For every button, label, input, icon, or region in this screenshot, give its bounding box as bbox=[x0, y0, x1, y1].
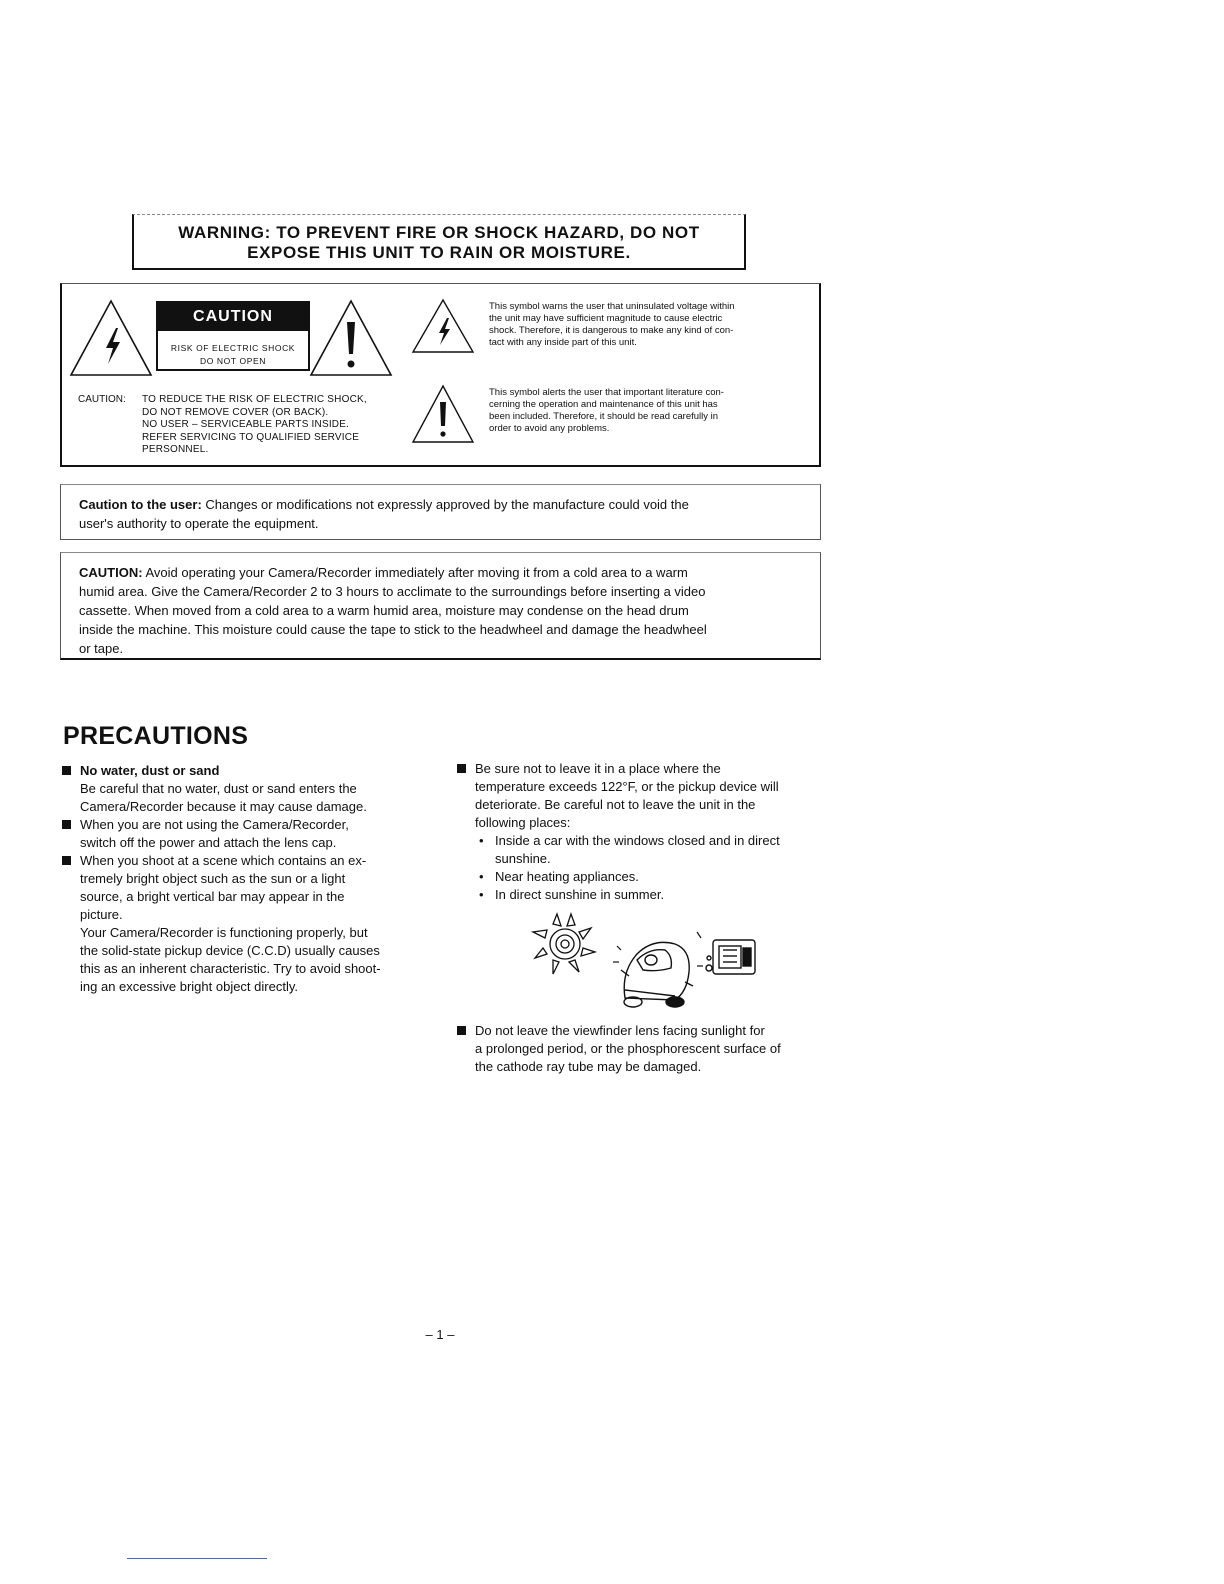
text-line: tact with any inside part of this unit. bbox=[489, 337, 637, 348]
list-item bbox=[62, 762, 422, 816]
text-line: NO USER – SERVICEABLE PARTS INSIDE. bbox=[142, 419, 350, 430]
text-line: Changes or modifications not expressly approved by the manufacture could void the bbox=[205, 497, 689, 512]
text-line: Your Camera/Recorder is functioning properly, but bbox=[80, 925, 368, 940]
text-line: This symbol alerts the user that important literature con- bbox=[489, 387, 724, 398]
text-line: When you shoot at a scene which contains an ex- bbox=[80, 853, 367, 868]
square-bullet-icon bbox=[62, 820, 71, 829]
text-line: PERSONNEL. bbox=[142, 444, 209, 455]
text-line: the solid-state pickup device (C.C.D) usually causes bbox=[80, 943, 380, 958]
text-line: tremely bright object such as the sun or a light bbox=[80, 871, 346, 886]
user-caution-label: Caution to the user: bbox=[79, 497, 202, 512]
cold-caution-label: CAUTION: bbox=[79, 565, 143, 580]
caution-note-text bbox=[142, 394, 402, 457]
symbol-box bbox=[60, 283, 821, 467]
square-bullet-icon bbox=[62, 766, 71, 775]
precautions-left-column bbox=[62, 762, 422, 996]
text-line: switch off the power and attach the lens cap. bbox=[80, 835, 337, 850]
bullet-item: • In direct sunshine in summer. bbox=[475, 886, 819, 904]
precautions-right-column bbox=[457, 760, 819, 904]
square-bullet-icon bbox=[457, 1026, 466, 1035]
page-number: – 1 – bbox=[425, 1327, 455, 1342]
text-line: This symbol warns the user that uninsulated voltage within bbox=[489, 301, 735, 312]
text-line: TO REDUCE THE RISK OF ELECTRIC SHOCK, bbox=[142, 394, 367, 405]
caution-label-title: CAUTION bbox=[158, 303, 308, 331]
text-line: humid area. Give the Camera/Recorder 2 to 3 hours to acclimate to the surroundings before inserting a video bbox=[79, 584, 706, 599]
warning-box bbox=[132, 214, 746, 270]
list-item bbox=[457, 760, 819, 904]
list-item bbox=[62, 852, 422, 996]
text-line: been included. Therefore, it should be read carefully in bbox=[489, 411, 719, 422]
text-line: or tape. bbox=[79, 641, 124, 656]
caution-note-label: CAUTION: bbox=[78, 394, 126, 405]
user-caution-text bbox=[79, 495, 804, 533]
text-line: user's authority to operate the equipment. bbox=[79, 516, 319, 531]
car-icon bbox=[621, 942, 693, 1007]
user-caution-box bbox=[60, 484, 821, 540]
exclamation-warning-icon bbox=[308, 298, 394, 378]
text-line: picture. bbox=[80, 907, 123, 922]
square-bullet-icon bbox=[457, 764, 466, 773]
divider bbox=[127, 1558, 267, 1559]
sun-car-heater-illustration bbox=[525, 912, 765, 1017]
voltage-symbol-description bbox=[489, 301, 804, 349]
text-line: inside the machine. This moisture could cause the tape to stick to the headwheel and damage the headwheel bbox=[79, 622, 707, 637]
caution-label-sub2: DO NOT OPEN bbox=[200, 356, 266, 366]
literature-symbol-description bbox=[489, 387, 804, 435]
text-line: temperature exceeds 122°F, or the pickup device will bbox=[475, 779, 779, 794]
text-line: Avoid operating your Camera/Recorder immediately after moving it from a cold area to a warm bbox=[145, 565, 688, 580]
text-line: When you are not using the Camera/Recorder, bbox=[80, 817, 349, 832]
text-line: following places: bbox=[475, 815, 571, 830]
text-line: the unit may have sufficient magnitude to cause electric bbox=[489, 313, 723, 324]
list-item bbox=[457, 1022, 819, 1076]
lightning-warning-icon bbox=[410, 298, 476, 354]
text-line: REFER SERVICING TO QUALIFIED SERVICE bbox=[142, 431, 360, 443]
text-line: the cathode ray tube may be damaged. bbox=[475, 1059, 702, 1074]
text-line: cassette. When moved from a cold area to a warm humid area, moisture may condense on the head drum bbox=[79, 603, 689, 618]
heater-icon bbox=[706, 940, 755, 974]
cold-area-caution-box bbox=[60, 552, 821, 660]
text-line: order to avoid any problems. bbox=[489, 423, 610, 434]
warning-line-2: EXPOSE THIS UNIT TO RAIN OR MOISTURE. bbox=[247, 243, 631, 262]
caution-label bbox=[156, 301, 310, 371]
text-line: this as an inherent characteristic. Try to avoid shoot- bbox=[80, 961, 381, 976]
exclamation-warning-icon bbox=[410, 384, 476, 444]
bullet-item: • Inside a car with the windows closed and in direct sunshine. bbox=[475, 832, 819, 868]
lightning-warning-icon bbox=[68, 298, 154, 378]
text-line: DO NOT REMOVE COVER (OR BACK). bbox=[142, 406, 329, 418]
sun-icon bbox=[533, 914, 595, 974]
text-line: cerning the operation and maintenance of this unit has bbox=[489, 399, 718, 410]
text-line: ing an excessive bright object directly. bbox=[80, 979, 298, 994]
precautions-right-column-lower bbox=[457, 1022, 819, 1076]
text-line: a prolonged period, or the phosphorescent surface of bbox=[475, 1041, 781, 1056]
square-bullet-icon bbox=[62, 856, 71, 865]
precautions-title: PRECAUTIONS bbox=[63, 722, 249, 750]
list-item bbox=[62, 816, 422, 852]
item-heading: No water, dust or sand bbox=[80, 763, 220, 778]
warning-line-1: WARNING: TO PREVENT FIRE OR SHOCK HAZARD, DO NOT bbox=[178, 223, 700, 242]
text-line: deteriorate. Be careful not to leave the unit in the bbox=[475, 797, 756, 812]
text-line: Camera/Recorder because it may cause damage. bbox=[80, 799, 367, 814]
text-line: Be careful that no water, dust or sand enters the bbox=[80, 781, 357, 796]
bullet-item: • Near heating appliances. bbox=[475, 868, 819, 886]
text-line: Be sure not to leave it in a place where the bbox=[475, 761, 721, 776]
text-line: shock. Therefore, it is dangerous to make any kind of con- bbox=[489, 325, 734, 336]
cold-caution-text bbox=[79, 563, 804, 658]
text-line: Do not leave the viewfinder lens facing sunlight for bbox=[475, 1023, 765, 1038]
caution-label-sub1: RISK OF ELECTRIC SHOCK bbox=[170, 343, 296, 353]
text-line: source, a bright vertical bar may appear in the bbox=[80, 889, 345, 904]
